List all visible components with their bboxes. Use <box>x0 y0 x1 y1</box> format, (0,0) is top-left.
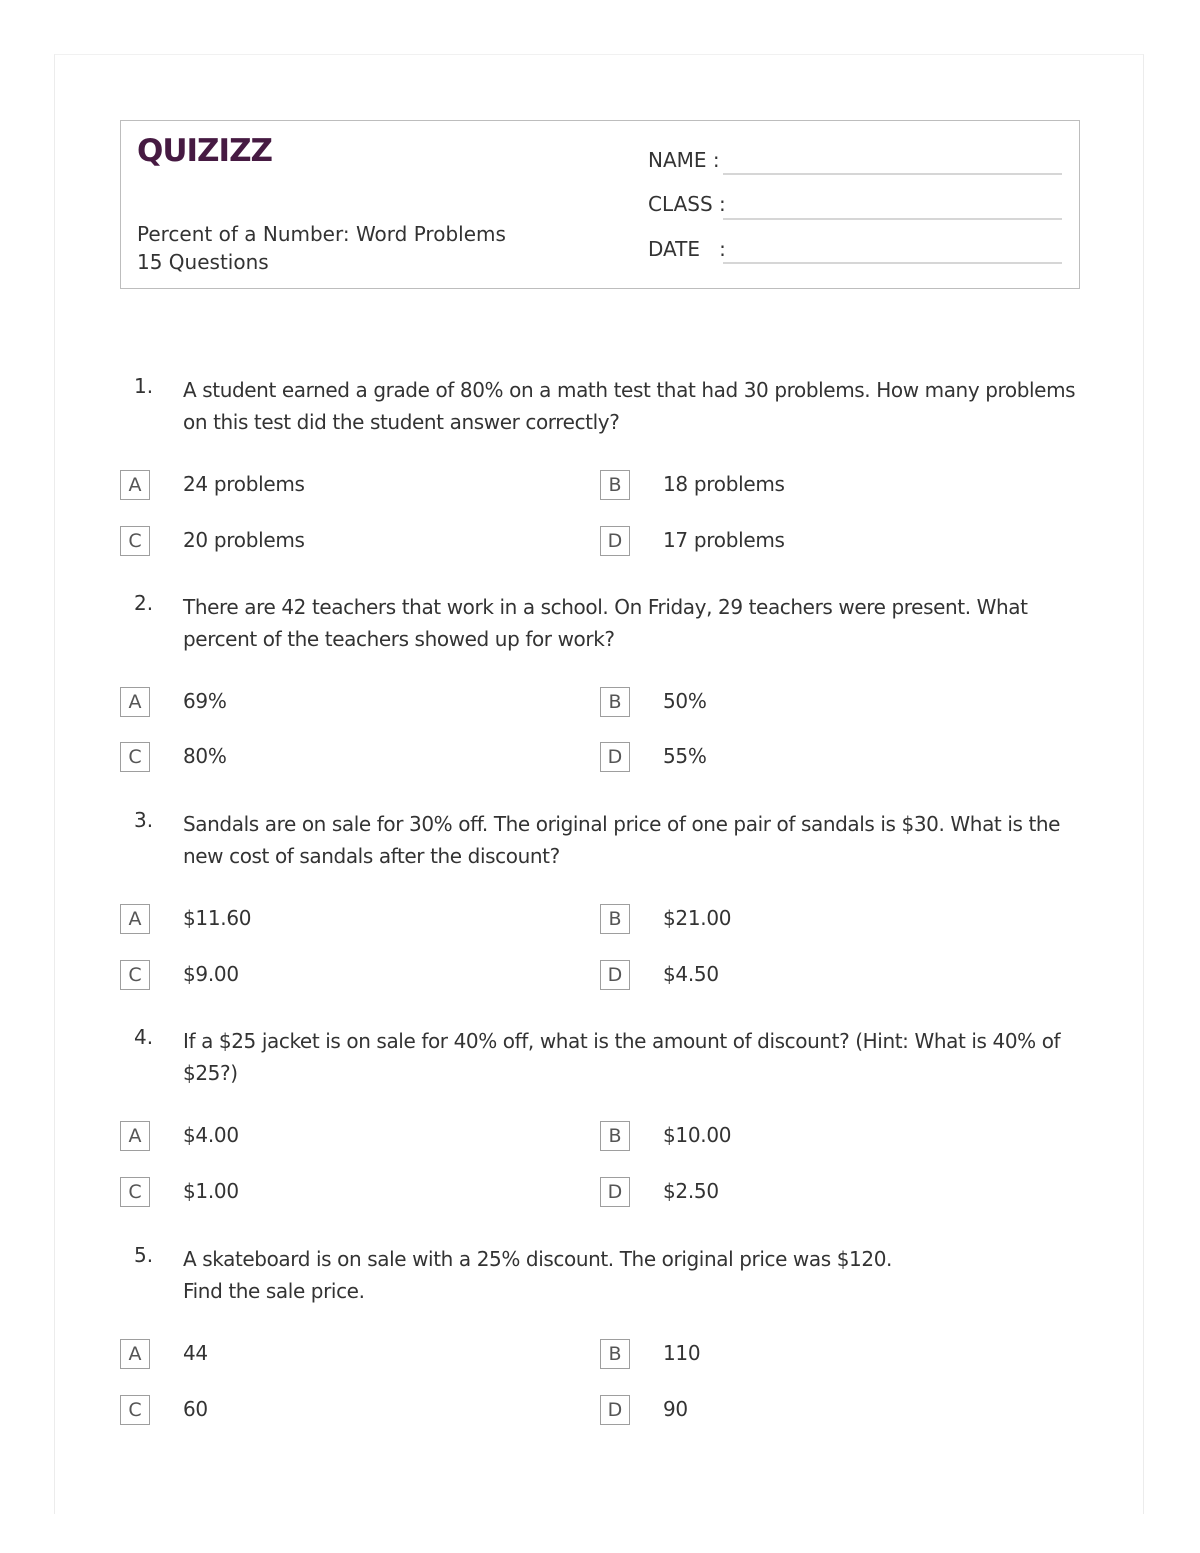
question-text: Sandals are on sale for 30% off. The original price of one pair of sandals is $30. What is the new cost of sandals after the discount? <box>183 812 1061 868</box>
option-text: 60 <box>183 1397 208 1421</box>
option-text: $1.00 <box>183 1179 239 1203</box>
option-text: 110 <box>663 1341 701 1365</box>
question-number: 4. <box>134 1025 154 1049</box>
option-letter-box: A <box>120 470 150 500</box>
option-text: 55% <box>663 744 707 768</box>
option-text: $2.50 <box>663 1179 719 1203</box>
option-text: 80% <box>183 744 227 768</box>
question-number: 3. <box>134 808 154 832</box>
option-letter-box: A <box>120 1339 150 1369</box>
question-number: 1. <box>134 374 154 398</box>
question-number: 5. <box>134 1243 154 1267</box>
option-text: 44 <box>183 1341 208 1365</box>
option-letter-box: C <box>120 526 150 556</box>
option-text: 90 <box>663 1397 688 1421</box>
option-text: 17 problems <box>663 528 785 552</box>
question-text: If a $25 jacket is on sale for 40% off, what is the amount of discount? (Hint: What is 40% of $25?) <box>183 1029 1061 1085</box>
option-letter-box: B <box>600 904 630 934</box>
name-label: NAME : <box>648 148 720 172</box>
question-count: 15 Questions <box>137 250 269 274</box>
option-letter-box: B <box>600 1339 630 1369</box>
option-text: $4.00 <box>183 1123 239 1147</box>
option-letter-box: A <box>120 904 150 934</box>
name-line <box>723 173 1062 175</box>
option-letter-box: D <box>600 1177 630 1207</box>
option-letter-box: A <box>120 687 150 717</box>
question-text: A skateboard is on sale with a 25% discount. The original price was $120. Find the sale price. <box>183 1247 892 1303</box>
option-text: 50% <box>663 689 707 713</box>
option-text: 69% <box>183 689 227 713</box>
option-text: $9.00 <box>183 962 239 986</box>
date-line <box>723 262 1062 264</box>
question-text: There are 42 teachers that work in a school. On Friday, 29 teachers were present. What percent of the teachers showed up for work? <box>183 595 1028 651</box>
option-letter-box: D <box>600 526 630 556</box>
class-label: CLASS : <box>648 192 726 216</box>
quiz-title: Percent of a Number: Word Problems <box>137 222 506 246</box>
date-label: DATE : <box>648 237 726 261</box>
question-text: A student earned a grade of 80% on a math test that had 30 problems. How many problems on this test did the student answer correctly? <box>183 378 1076 434</box>
quizizz-logo: QUIZIZZ <box>137 133 273 169</box>
option-letter-box: B <box>600 470 630 500</box>
option-letter-box: C <box>120 1177 150 1207</box>
option-text: 20 problems <box>183 528 305 552</box>
worksheet-header <box>120 120 1080 289</box>
question-number: 2. <box>134 591 154 615</box>
option-letter-box: D <box>600 742 630 772</box>
option-text: $10.00 <box>663 1123 732 1147</box>
class-line <box>723 218 1062 220</box>
option-letter-box: C <box>120 960 150 990</box>
option-letter-box: D <box>600 960 630 990</box>
option-letter-box: C <box>120 1395 150 1425</box>
option-letter-box: B <box>600 1121 630 1151</box>
option-text: 24 problems <box>183 472 305 496</box>
option-text: $4.50 <box>663 962 719 986</box>
option-letter-box: A <box>120 1121 150 1151</box>
option-text: 18 problems <box>663 472 785 496</box>
option-letter-box: D <box>600 1395 630 1425</box>
option-text: $21.00 <box>663 906 732 930</box>
option-letter-box: B <box>600 687 630 717</box>
option-letter-box: C <box>120 742 150 772</box>
option-text: $11.60 <box>183 906 252 930</box>
